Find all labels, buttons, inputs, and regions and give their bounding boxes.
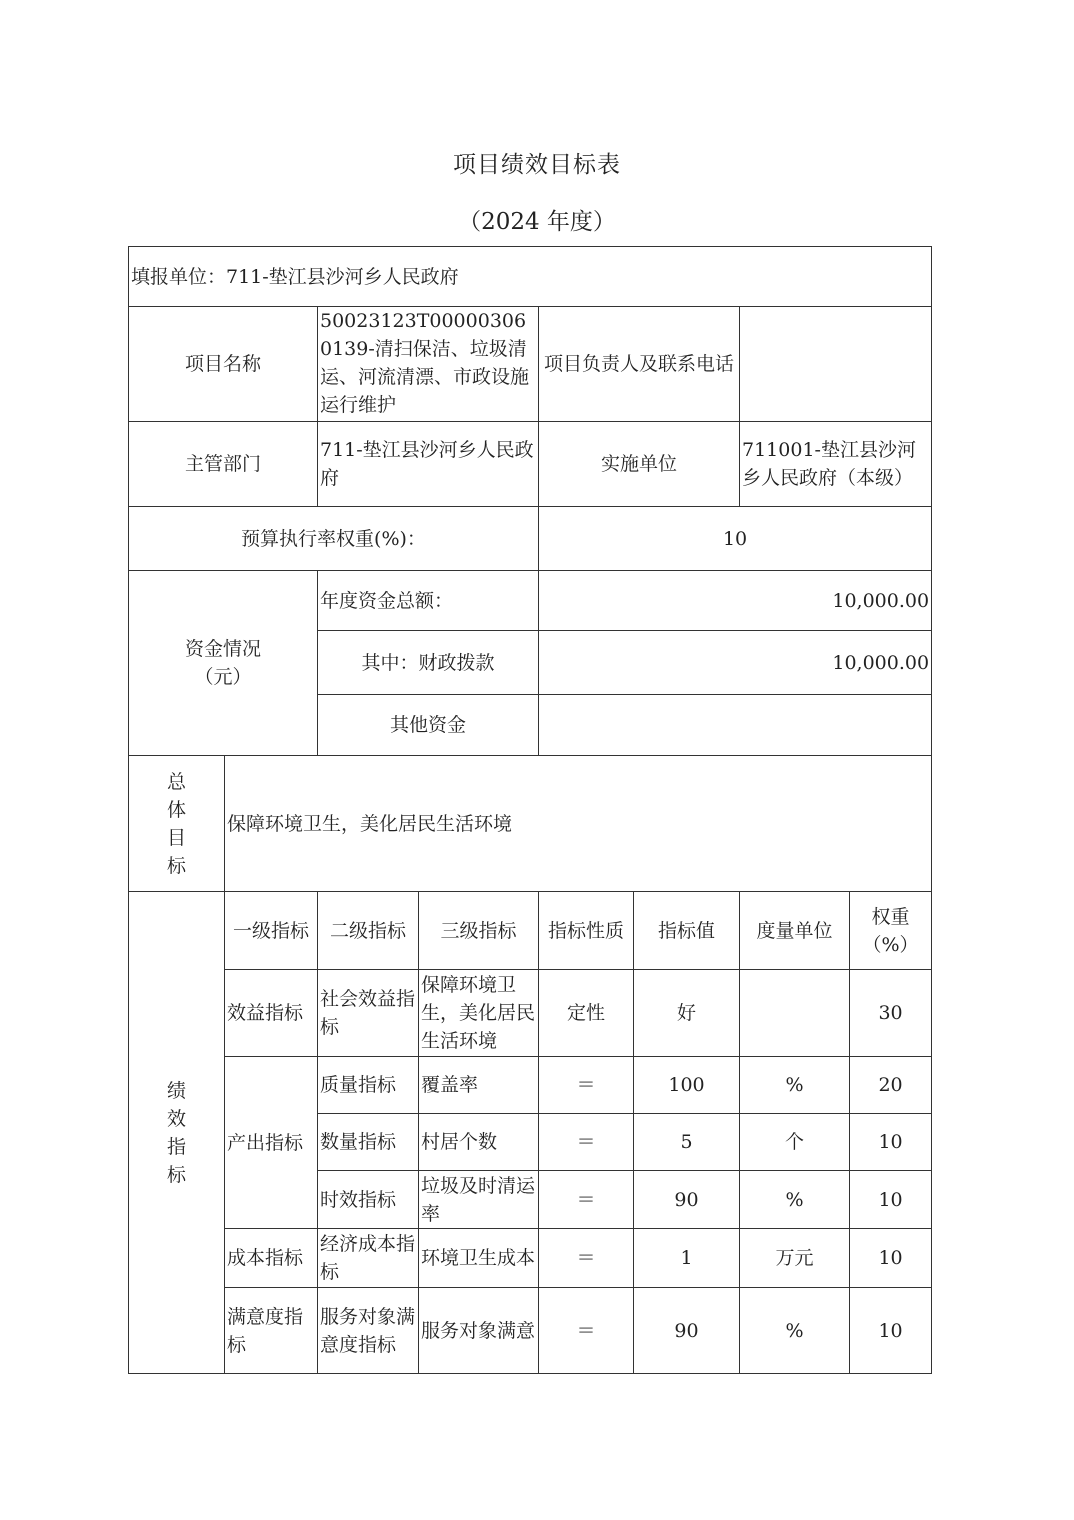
row-l3: 环境卫生成本 — [419, 1229, 539, 1288]
row-weight: 10 — [850, 1229, 932, 1288]
table-row — [129, 1057, 932, 1114]
header-l2: 二级指标 — [318, 892, 419, 970]
row-l2: 社会效益指标 — [318, 970, 419, 1057]
project-name-label: 项目名称 — [129, 307, 318, 422]
contact-value — [740, 307, 932, 422]
header-weight: 权重（%） — [850, 892, 932, 970]
row-unit: % — [740, 1057, 850, 1114]
annual-total-label: 年度资金总额： — [318, 571, 539, 631]
header-l1: 一级指标 — [225, 892, 318, 970]
budget-weight-label: 预算执行率权重(%)： — [129, 507, 539, 571]
row-value: 90 — [634, 1171, 740, 1229]
row-unit: 万元 — [740, 1229, 850, 1288]
row-nature: ＝ — [539, 1171, 634, 1229]
row-l2: 经济成本指标 — [318, 1229, 419, 1288]
row-l3: 覆盖率 — [419, 1057, 539, 1114]
contact-label: 项目负责人及联系电话 — [539, 307, 740, 422]
perf-label-text: 绩效指标 — [166, 1079, 186, 1186]
row-nature: ＝ — [539, 1229, 634, 1288]
overall-goal-label — [129, 756, 225, 892]
row-unit — [740, 970, 850, 1057]
header-unit: 度量单位 — [740, 892, 850, 970]
overall-goal-label-text: 总体目标 — [166, 770, 186, 877]
row-weight: 10 — [850, 1114, 932, 1171]
row-unit: % — [740, 1171, 850, 1229]
funds-label — [129, 571, 318, 756]
row-l1: 满意度指标 — [225, 1288, 318, 1374]
impl-value: 711001-垫江县沙河乡人民政府（本级） — [740, 422, 932, 507]
fiscal-label: 其中：财政拨款 — [318, 631, 539, 695]
row-weight: 10 — [850, 1171, 932, 1229]
row-l2: 质量指标 — [318, 1057, 419, 1114]
table-row — [129, 1229, 932, 1288]
row-l1: 产出指标 — [225, 1057, 318, 1229]
row-value: 5 — [634, 1114, 740, 1171]
fiscal-value: 10,000.00 — [539, 631, 932, 695]
overall-goal-value: 保障环境卫生，美化居民生活环境 — [225, 756, 932, 892]
header-nature: 指标性质 — [539, 892, 634, 970]
row-value: 1 — [634, 1229, 740, 1288]
table-row — [129, 1288, 932, 1374]
table-row — [129, 970, 932, 1057]
row-l3: 村居个数 — [419, 1114, 539, 1171]
perf-label — [129, 892, 225, 1374]
budget-weight-value: 10 — [539, 507, 932, 571]
row-weight: 30 — [850, 970, 932, 1057]
funds-label-text: 资金情况（元） — [184, 638, 261, 688]
row-unit: % — [740, 1288, 850, 1374]
row-l3: 保障环境卫生，美化居民生活环境 — [419, 970, 539, 1057]
row-l3: 服务对象满意 — [419, 1288, 539, 1374]
row-l1: 效益指标 — [225, 970, 318, 1057]
row-l1: 成本指标 — [225, 1229, 318, 1288]
dept-value: 711-垫江县沙河乡人民政府 — [318, 422, 539, 507]
project-name-value: 50023123T000003060139-清扫保洁、垃圾清运、河流清漂、市政设施运行维护 — [318, 307, 539, 422]
filler-unit: 填报单位：711-垫江县沙河乡人民政府 — [129, 247, 932, 307]
row-l2: 时效指标 — [318, 1171, 419, 1229]
header-value: 指标值 — [634, 892, 740, 970]
row-value: 100 — [634, 1057, 740, 1114]
row-l2: 数量指标 — [318, 1114, 419, 1171]
page-subtitle: （2024 年度） — [458, 209, 616, 235]
annual-total-value: 10,000.00 — [539, 571, 932, 631]
header-l3: 三级指标 — [419, 892, 539, 970]
row-nature: 定性 — [539, 970, 634, 1057]
row-nature: ＝ — [539, 1114, 634, 1171]
row-nature: ＝ — [539, 1288, 634, 1374]
row-nature: ＝ — [539, 1057, 634, 1114]
dept-label: 主管部门 — [129, 422, 318, 507]
performance-target-table — [128, 246, 932, 1374]
row-l2: 服务对象满意度指标 — [318, 1288, 419, 1374]
row-value: 好 — [634, 970, 740, 1057]
page-title: 项目绩效目标表 — [453, 152, 621, 178]
row-value: 90 — [634, 1288, 740, 1374]
other-funds-value — [539, 695, 932, 756]
row-weight: 10 — [850, 1288, 932, 1374]
other-funds-label: 其他资金 — [318, 695, 539, 756]
impl-label: 实施单位 — [539, 422, 740, 507]
row-weight: 20 — [850, 1057, 932, 1114]
row-l3: 垃圾及时清运率 — [419, 1171, 539, 1229]
row-unit: 个 — [740, 1114, 850, 1171]
